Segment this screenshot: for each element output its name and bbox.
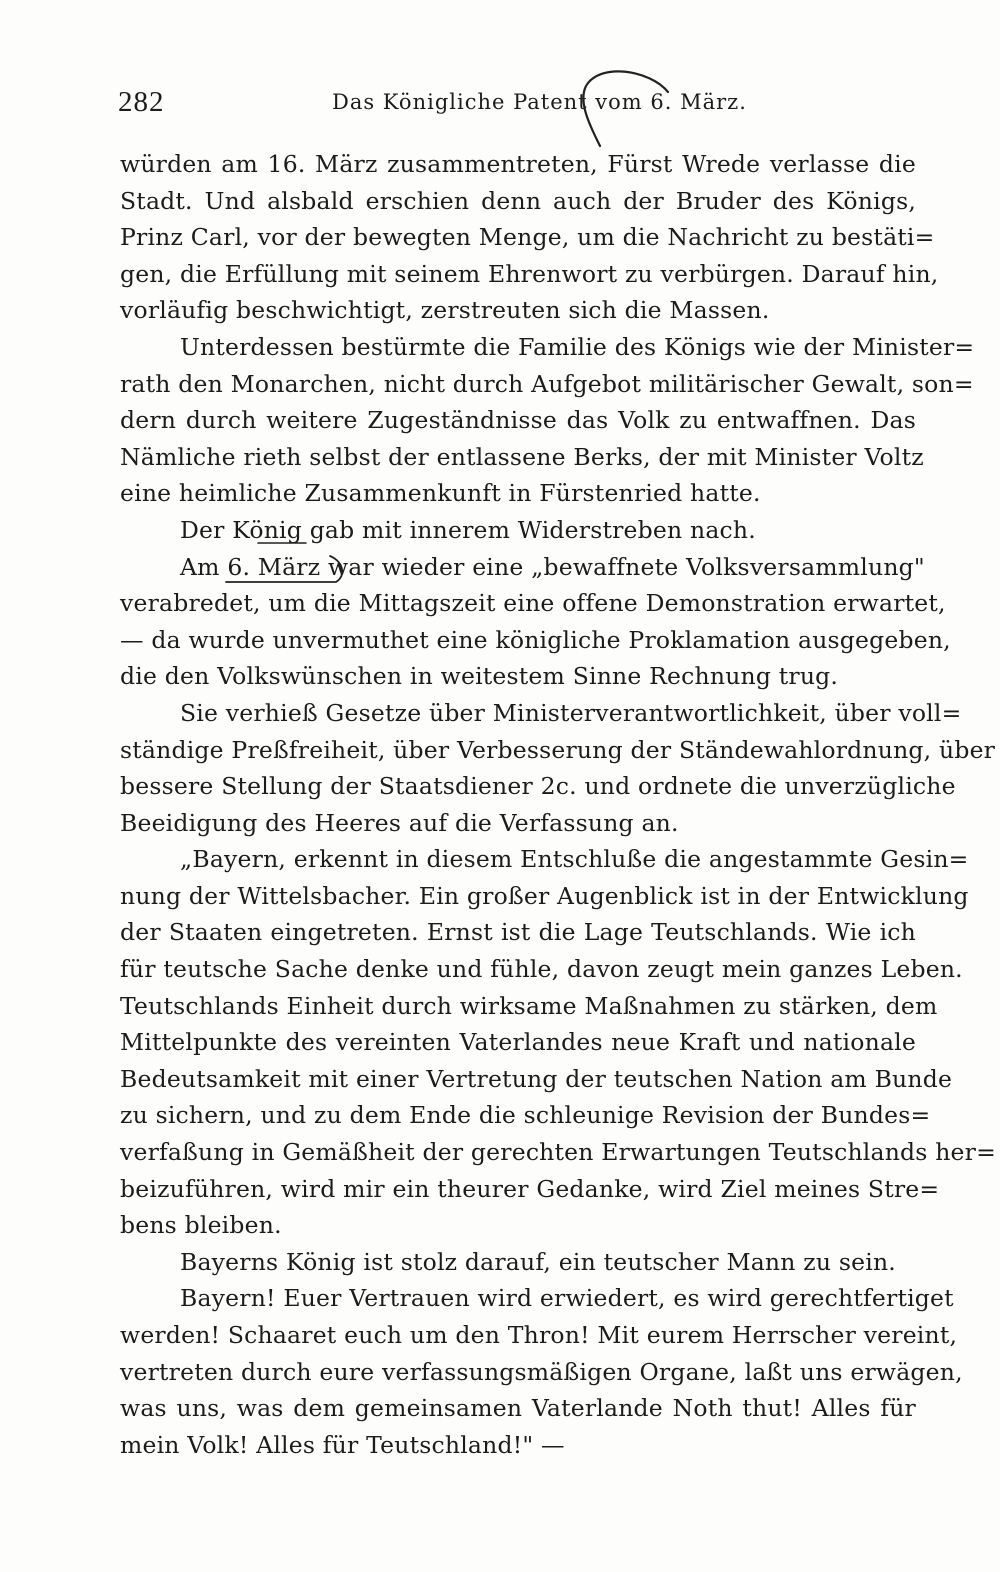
text-line: vertreten durch eure verfassungsmäßigen Organe, laßt uns erwägen,: [120, 1357, 963, 1386]
body-text: [120, 146, 996, 1463]
text-line: Beeidigung des Heeres auf die Verfassung an.: [120, 808, 679, 837]
text-line: Stadt. Und alsbald erschien denn auch der Bruder des Königs,: [120, 186, 916, 215]
text-line: Bayern! Euer Vertrauen wird erwiedert, es wird gerechtfertiget: [180, 1284, 954, 1313]
text-line: nung der Wittelsbacher. Ein großer Augenblick ist in der Entwicklung: [120, 881, 969, 910]
text-line: beizuführen, wird mir ein theurer Gedanke, wird Ziel meines Stre=: [120, 1174, 940, 1203]
text-line: Teutschlands Einheit durch wirksame Maßnahmen zu stärken, dem: [120, 991, 938, 1020]
text-line: eine heimliche Zusammenkunft in Fürstenried hatte.: [120, 479, 761, 508]
text-line: dern durch weitere Zugeständnisse das Volk zu entwaffnen. Das: [120, 406, 916, 435]
text-line: die den Volkswünschen in weitestem Sinne Rechnung trug.: [120, 662, 839, 691]
running-title: Das Königliche Patent vom 6. März.: [332, 90, 747, 114]
text-line: Der König gab mit innerem Widerstreben nach.: [180, 515, 756, 544]
text-line: Bayerns König ist stolz darauf, ein teutscher Mann zu sein.: [180, 1247, 896, 1276]
text-line: Nämliche rieth selbst der entlassene Berks, der mit Minister Voltz: [120, 442, 924, 471]
text-line: mein Volk! Alles für Teutschland!" —: [120, 1430, 565, 1459]
text-line: verabredet, um die Mittagszeit eine offene Demonstration erwartet,: [120, 589, 946, 618]
page-header: [118, 86, 918, 126]
text-line: „Bayern, erkennt in diesem Entschluße die angestammte Gesin=: [180, 845, 969, 874]
text-line: vorläufig beschwichtigt, zerstreuten sich die Massen.: [120, 296, 770, 325]
text-line: bens bleiben.: [120, 1211, 282, 1240]
text-line: zu sichern, und zu dem Ende die schleunige Revision der Bundes=: [120, 1101, 931, 1130]
text-line: bessere Stellung der Staatsdiener 2c. und ordnete die unverzügliche: [120, 772, 956, 801]
text-line: werden! Schaaret euch um den Thron! Mit eurem Herrscher vereint,: [120, 1321, 958, 1349]
text-line: für teutsche Sache denke und fühle, davon zeugt mein ganzes Leben.: [120, 955, 963, 984]
text-line: der Staaten eingetreten. Ernst ist die Lage Teutschlands. Wie ich: [120, 918, 916, 947]
text-line: Prinz Carl, vor der bewegten Menge, um die Nachricht zu bestäti=: [120, 223, 935, 252]
text-line: Sie verhieß Gesetze über Ministerverantwortlichkeit, über voll=: [180, 698, 962, 727]
text-line: Am 6. März war wieder eine „bewaffnete Volksversammlung": [180, 552, 925, 581]
text-line: verfaßung in Gemäßheit der gerechten Erwartungen Teutschlands her=: [120, 1138, 996, 1167]
text-line: ständige Preßfreiheit, über Verbesserung der Ständewahlordnung, über: [120, 735, 996, 764]
text-line: Unterdessen bestürmte die Familie des Königs wie der Minister=: [180, 332, 975, 361]
text-line: würden am 16. März zusammentreten, Fürst Wrede verlasse die: [120, 150, 916, 178]
text-line: was uns, was dem gemeinsamen Vaterlande Noth thut! Alles für: [120, 1394, 916, 1423]
text-line: Bedeutsamkeit mit einer Vertretung der teutschen Nation am Bunde: [120, 1064, 953, 1093]
text-line: — da wurde unvermuthet eine königliche Proklamation ausgegeben,: [120, 625, 951, 654]
text-line: gen, die Erfüllung mit seinem Ehrenwort zu verbürgen. Darauf hin,: [120, 259, 939, 288]
page-number: 282: [118, 86, 165, 118]
text-line: Mittelpunkte des vereinten Vaterlandes neue Kraft und nationale: [120, 1028, 916, 1057]
text-line: rath den Monarchen, nicht durch Aufgebot militärischer Gewalt, son=: [120, 369, 974, 398]
